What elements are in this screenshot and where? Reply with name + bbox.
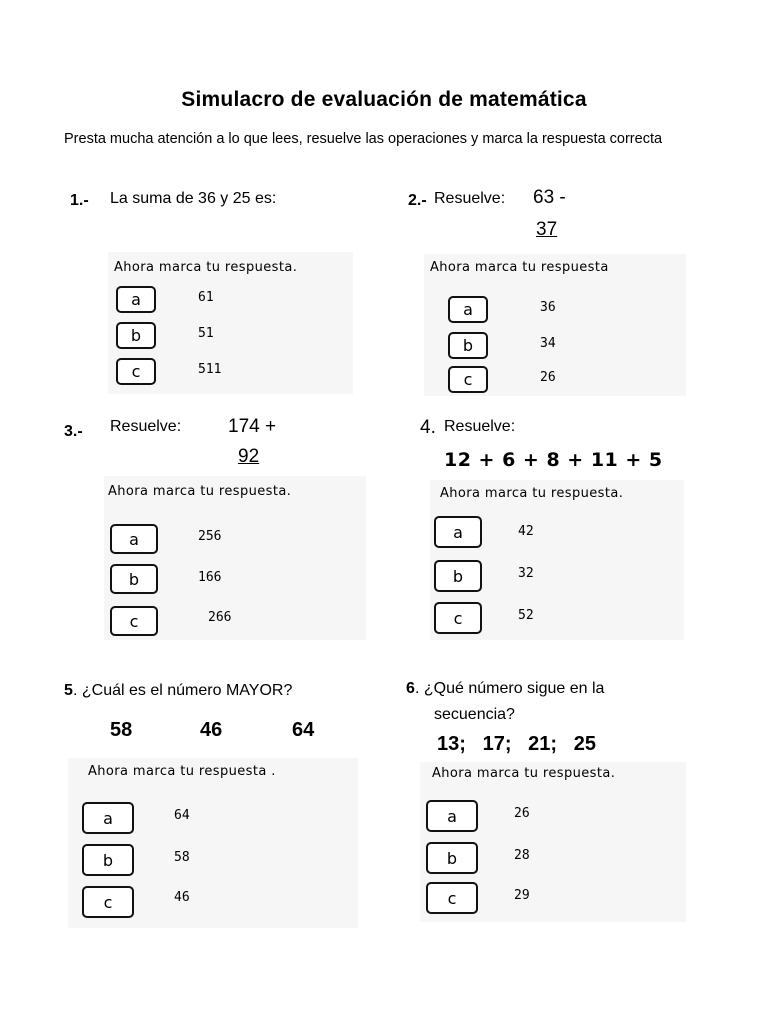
question-5-number-3: 64: [292, 719, 315, 741]
option-a-box[interactable]: a: [426, 800, 478, 832]
question-6-number: 6: [406, 680, 415, 697]
answer-prompt: Ahora marca tu respuesta.: [114, 260, 298, 275]
question-3-text: Resuelve:: [110, 418, 182, 435]
option-a-box[interactable]: a: [434, 516, 482, 548]
answer-prompt: Ahora marca tu respuesta.: [440, 486, 624, 501]
option-c-value: 266: [208, 610, 232, 625]
answer-prompt: Ahora marca tu respuesta .: [88, 764, 276, 779]
question-4-expression: 12 + 6 + 8 + 11 + 5: [444, 449, 663, 471]
option-a-value: 64: [174, 808, 190, 823]
question-5-number-2: 46: [200, 719, 223, 741]
option-a-box[interactable]: a: [110, 524, 158, 554]
question-2-operand-1: 63 -: [533, 187, 566, 208]
option-b-value: 51: [198, 326, 214, 341]
question-4-answer-panel: [430, 480, 684, 640]
question-5-number: 5: [64, 682, 73, 699]
option-b-box[interactable]: b: [426, 842, 478, 874]
option-b-box[interactable]: b: [82, 844, 134, 876]
option-a-value: 256: [198, 529, 222, 544]
option-a-box[interactable]: a: [448, 296, 488, 323]
question-3-operand-1: 174 +: [228, 416, 277, 437]
answer-prompt: Ahora marca tu respuesta: [430, 260, 609, 275]
option-a-box[interactable]: a: [116, 286, 156, 313]
question-2-operand-2: 37: [536, 219, 558, 240]
question-3-operand-2: 92: [238, 446, 260, 467]
question-1-answer-panel: [108, 252, 353, 394]
question-6-text-line-2: secuencia?: [434, 706, 515, 723]
option-c-box[interactable]: c: [426, 882, 478, 914]
answer-prompt: Ahora marca tu respuesta.: [108, 484, 292, 499]
option-b-value: 166: [198, 570, 222, 585]
question-3-answer-panel: [104, 476, 366, 640]
question-5-text: . ¿Cuál es el número MAYOR?: [73, 682, 293, 699]
option-a-value: 42: [518, 524, 534, 539]
question-6-text-line-1: . ¿Qué número sigue en la: [415, 680, 605, 697]
instructions: Presta mucha atención a lo que lees, resuelve las operaciones y marca la respuesta correcta: [64, 131, 663, 147]
option-c-box[interactable]: c: [448, 366, 488, 393]
question-6-sequence: 13; 17; 21; 25: [437, 733, 596, 755]
question-2-answer-panel: [424, 254, 686, 396]
option-c-value: 52: [518, 608, 534, 623]
option-b-box[interactable]: b: [434, 560, 482, 592]
option-b-box[interactable]: b: [110, 564, 158, 594]
option-b-box[interactable]: b: [448, 332, 488, 359]
option-a-value: 26: [514, 806, 530, 821]
option-c-box[interactable]: c: [434, 602, 482, 634]
question-4-text: Resuelve:: [444, 418, 516, 435]
answer-prompt: Ahora marca tu respuesta.: [432, 766, 616, 781]
option-a-box[interactable]: a: [82, 802, 134, 834]
option-a-value: 36: [540, 300, 556, 315]
option-b-box[interactable]: b: [116, 322, 156, 349]
option-b-value: 28: [514, 848, 530, 863]
option-c-box[interactable]: c: [116, 358, 156, 385]
option-b-value: 58: [174, 850, 190, 865]
question-1-number: 1.-: [70, 192, 89, 209]
option-c-value: 46: [174, 890, 190, 905]
page-title: Simulacro de evaluación de matemática: [181, 88, 587, 111]
option-c-value: 511: [198, 362, 222, 377]
question-2-text: Resuelve:: [434, 190, 506, 207]
question-6-answer-panel: [420, 762, 686, 922]
question-3-number: 3.-: [64, 423, 83, 440]
option-b-value: 34: [540, 336, 556, 351]
option-c-value: 29: [514, 888, 530, 903]
question-5-answer-panel: [68, 758, 358, 928]
option-c-value: 26: [540, 370, 556, 385]
option-a-value: 61: [198, 290, 214, 305]
question-4-number: 4.: [420, 417, 436, 438]
question-1-text: La suma de 36 y 25 es:: [110, 190, 277, 207]
option-c-box[interactable]: c: [82, 886, 134, 918]
question-2-number: 2.-: [408, 192, 427, 209]
option-b-value: 32: [518, 566, 534, 581]
question-5-number-1: 58: [110, 719, 133, 741]
option-c-box[interactable]: c: [110, 606, 158, 636]
